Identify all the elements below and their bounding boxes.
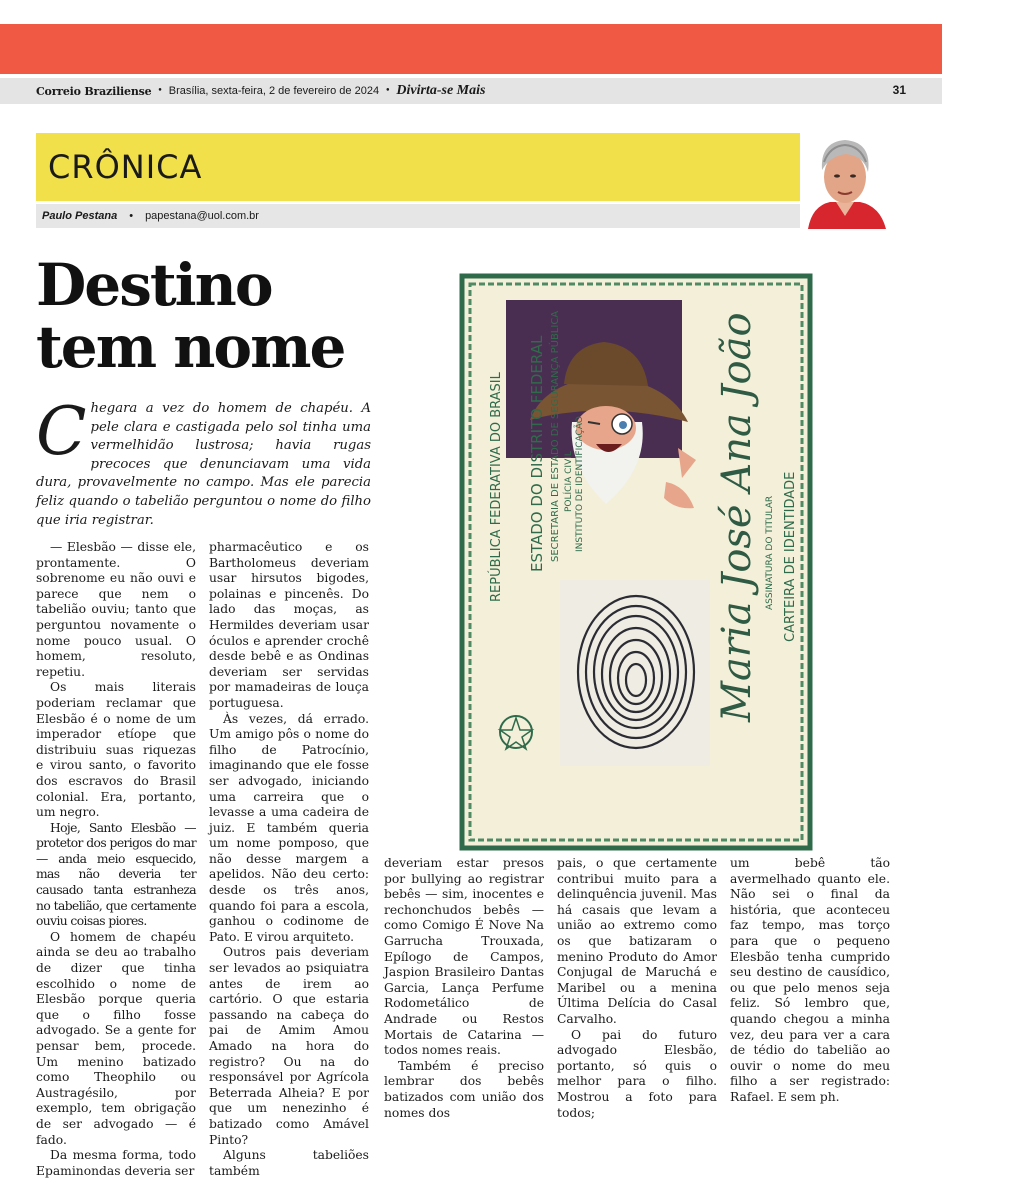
signature-label: ASSINATURA DO TITULAR — [765, 495, 775, 610]
lead-text: hegara a vez do homem de chapéu. A pele clara e castigada pelo sol tinha uma vermelhidão lustrosa; havia rugas precoces que denunciavam uma vida dura, provavelmente no campo. Mas ele parecia feliz quando o tabelião perguntou o nome do filho que iria registrar. — [36, 401, 371, 528]
headline — [36, 251, 436, 381]
folio-separator: • — [157, 86, 163, 96]
folio-line — [0, 78, 942, 104]
headline-line: Destino — [36, 251, 272, 319]
byline — [36, 204, 800, 228]
body-paragraph: pais, o que certamente contribui muito para a delinquência juvenil. Mas há casais que levam a união ao extremo como os que batizaram o menino Produto do Amor Conjugal de Maruchá e Maribel ou a menina Última Delícia do Casal Carvalho. — [557, 856, 717, 1026]
text-column-3 — [384, 856, 544, 1121]
folio-separator: • — [385, 86, 391, 96]
text-column-2 — [209, 540, 369, 1179]
page-number: 31 — [892, 83, 906, 97]
text-column-5 — [730, 856, 890, 1106]
body-paragraph: pharmacêutico e os Bartholomeus deveriam usar hirsutos bigodes, polainas e pincenês. Do lado das moças, as Hermildes deveriam usar óculos e aprender crochê desde bebê e as Ondinas deveriam ser servidas por mamadeiras de louça portuguesa. — [209, 540, 369, 710]
body-paragraph: deveriam estar presos por bullying ao registrar bebês — sim, inocentes e rechonchudos bebês — como Comigo É Nove Na Garrucha Trouxada, Epílogo de Campos, Jaspion Brasileiro Dantas Garcia, Lança Perfume Rodometálico de Andrade ou Restos Mortais de Catarina — todos nomes reais. — [384, 856, 544, 1058]
author-email: papestana@uol.com.br — [145, 210, 259, 222]
author-name: Paulo Pestana — [42, 210, 118, 222]
card-right-text: CARTEIRA DE IDENTIDADE — [783, 471, 798, 642]
card-sub-text: INSTITUTO DE IDENTIFICAÇÃO — [575, 416, 585, 552]
drop-cap: C — [36, 393, 87, 470]
body-paragraph: Outros pais deveriam ser levados ao psiquiatra antes de irem ao cartório. O que estaria passando na cabeça do pai de Amim Amou Amado na hora do registro? Ou na do responsável por Agrícola Beterrada Alheia? E por que um nenezinho é batizado como Amável Pinto? — [209, 945, 369, 1147]
headline-line: tem nome — [36, 313, 345, 381]
section-name: Divirta-se Mais — [396, 83, 486, 98]
text-column-4 — [557, 856, 717, 1121]
body-paragraph: Da mesma forma, todo Epaminondas deveria ser — [36, 1148, 196, 1178]
body-paragraph: Hoje, Santo Elesbão — protetor dos perigos do mar — anda meio esquecido, mas não deveria ter causado tanta estranheza no tabelião, que certamente ouviu coisas piores. — [36, 820, 196, 929]
dateline: Brasília, sexta-feira, 2 de fevereiro de 2024 — [168, 85, 380, 97]
author-portrait — [800, 132, 890, 229]
body-paragraph: — Elesbão — disse ele, prontamente. O sobrenome eu não ouvi e parece que nem o tabelião ouviu; tanto que perguntou novamente o nome pouco usual. O homem, resoluto, repetiu. — [36, 540, 196, 679]
card-title-text: ESTADO DO DISTRITO FEDERAL — [528, 335, 546, 572]
body-paragraph: Os mais literais poderiam reclamar que Elesbão é o nome de um imperador etíope que distribuiu suas riquezas e virou santo, o favorito dos escravos do Brasil colonial. Era, portanto, um negro. — [36, 680, 196, 820]
identity-card-illustration — [456, 272, 816, 850]
body-paragraph: Também é preciso lembrar dos bebês batizados com união dos nomes dos — [384, 1058, 544, 1120]
card-sub-text: SECRETARIA DE ESTADO DE SEGURANÇA PÚBLICA — [550, 310, 561, 562]
body-paragraph: O pai do futuro advogado Elesbão, portanto, só quis o melhor para o filho. Mostrou a foto para todos; — [557, 1027, 717, 1120]
body-paragraph: um bebê tão avermelhado quanto ele. Não sei o final da história, que aconteceu faz tempo, mas torço para que o pequeno Elesbão tenha cumprido seu destino de causídico, ou que pelo menos seja feliz. Só lembro que, quando chegou a minha vez, deu para ver a cara de tédio do tabelião ao ouvir o nome do meu filho a ser registrado: Rafael. E sem ph. — [730, 856, 890, 1104]
text-column-1 — [36, 540, 196, 1179]
header-color-bar — [0, 24, 942, 74]
kicker-label: CRÔNICA — [48, 148, 203, 186]
card-left-text: REPÚBLICA FEDERATIVA DO BRASIL — [489, 372, 504, 602]
byline-separator: • — [129, 210, 134, 222]
body-paragraph: Alguns tabeliões também — [209, 1148, 369, 1178]
newspaper-name: Correio Braziliense — [36, 84, 152, 98]
column-kicker — [36, 133, 800, 201]
card-sub-text: POLÍCIA CIVIL — [564, 451, 574, 512]
card-signature: Maria José Ana João — [714, 312, 760, 722]
body-paragraph: Às vezes, dá errado. Um amigo pôs o nome do filho de Patrocínio, imaginando que ele fosse ser advogado, iniciando uma carreira que o levasse a uma cadeira de juiz. E também queria um nome pomposo, que não desse margem a apelidos. Não deu certo: desde os três anos, quando foi para a escola, ganhou o codinome de Pato. E virou arquiteto. — [209, 711, 369, 944]
lead-paragraph — [36, 393, 371, 530]
body-paragraph: O homem de chapéu ainda se deu ao trabalho de dizer que tinha escolhido o nome de Elesbão porque queria que o filho fosse advogado. Se a gente for pensar bem, procede. Um menino batizado como Theophilo ou Austragésilo, por exemplo, tem obrigação de ser advogado — é fado. — [36, 929, 196, 1147]
